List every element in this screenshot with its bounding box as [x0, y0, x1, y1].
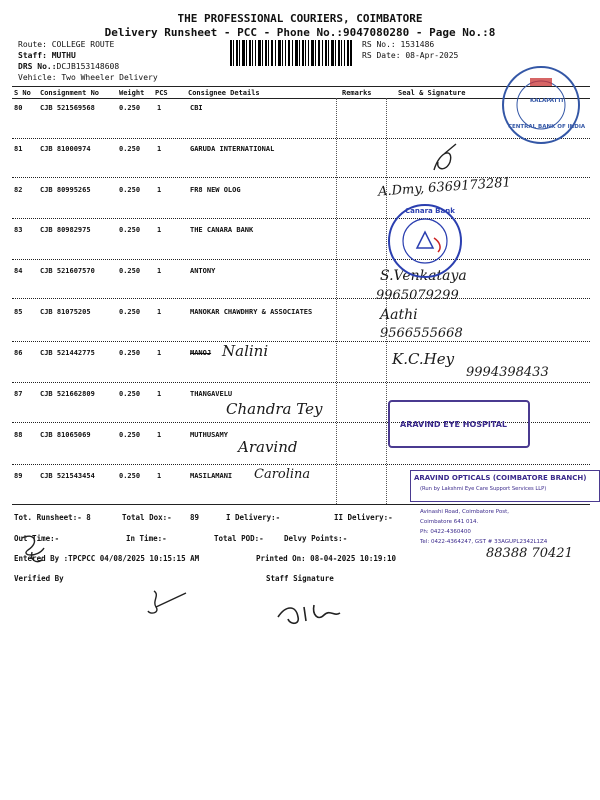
row-sno: 89 [14, 472, 23, 480]
delvy-points: Delvy Points:- [284, 534, 348, 543]
drs-value: DCJB153148608 [56, 62, 120, 71]
opticals-stamp-title: ARAVIND OPTICALS (COIMBATORE BRANCH) [414, 474, 587, 482]
row-sno: 84 [14, 267, 23, 275]
row-cno: CJB 521569568 [40, 104, 95, 112]
row-pcs: 1 [157, 472, 162, 480]
row-divider [12, 218, 590, 219]
row-cno: CJB 521442775 [40, 349, 95, 357]
row-sno: 82 [14, 186, 23, 194]
row-cno: CJB 521662809 [40, 390, 95, 398]
row-cno: CJB 521607570 [40, 267, 95, 275]
row-pcs: 1 [157, 308, 162, 316]
row-pcs: 1 [157, 349, 162, 357]
i-delivery: I Delivery:- [226, 513, 281, 522]
col-pcs: PCS [155, 89, 168, 97]
row-pcs: 1 [157, 390, 162, 398]
garuda-signature [424, 140, 464, 180]
row-consignee: CBI [190, 104, 203, 112]
row-weight: 0.250 [119, 472, 141, 480]
row-weight: 0.250 [119, 390, 141, 398]
row-weight: 0.250 [119, 349, 141, 357]
row-cno: CJB 81075205 [40, 308, 91, 316]
handwritten-signature-89: Carolina [254, 467, 311, 482]
handwritten-phone-85: 9566555668 [380, 326, 463, 341]
staff-signature [268, 595, 358, 629]
handwritten-phone-86: 9994398433 [466, 365, 549, 380]
row-sno: 88 [14, 431, 23, 439]
row-cno: CJB 80995265 [40, 186, 91, 194]
row-consignee: THE CANARA BANK [190, 226, 254, 234]
col-sno: S No [14, 89, 31, 97]
handwritten-signature-86: Nalini [222, 342, 269, 360]
row-consignee: MANOJ [190, 349, 212, 357]
row-divider [12, 341, 590, 342]
bank-seal-stamp [500, 64, 582, 146]
row-pcs: 1 [157, 267, 162, 275]
row-consignee: GARUDA INTERNATIONAL [190, 145, 275, 153]
row-weight: 0.250 [119, 186, 141, 194]
bank-seal-branch: KALAPATTI [530, 98, 564, 104]
total-dox-label: Total Dox:- [122, 513, 172, 522]
row-weight: 0.250 [119, 145, 141, 153]
row-sno: 83 [14, 226, 23, 234]
entered-by-scribble [14, 530, 54, 570]
row-weight: 0.250 [119, 267, 141, 275]
row-sno: 87 [14, 390, 23, 398]
table-bottom-rule [12, 504, 590, 505]
rs-date: RS Date: 08-Apr-2025 [362, 51, 459, 60]
row-consignee: MUTHUSAMY [190, 431, 228, 439]
total-dox-value: 89 [190, 513, 200, 522]
handwritten-signature-84: S.Venkataya [380, 268, 467, 284]
canara-stamp-label: Canara Bank [405, 207, 455, 215]
opticals-gst: Tel: 0422-4364247, GST # 33AGUPL2342L1Z4 [420, 539, 548, 545]
row-pcs: 1 [157, 186, 162, 194]
col-consignment: Consignment No [40, 89, 100, 97]
row-weight: 0.250 [119, 104, 141, 112]
staff-signature-label: Staff Signature [266, 574, 334, 583]
handwritten-signature-82: A.Dmy, 6369173281 [377, 175, 512, 200]
runsheet-subtitle: Delivery Runsheet - PCC - Phone No.:9047080280 - Page No.:8 [104, 26, 496, 39]
handwritten-phone-84: 9965079299 [376, 288, 459, 303]
row-consignee: MASILAMANI [190, 472, 233, 480]
col-seal: Seal & Signature [398, 89, 466, 97]
in-time: In Time:- [126, 534, 167, 543]
row-pcs: 1 [157, 226, 162, 234]
drs-label: DRS No.: [18, 62, 57, 71]
col-consignee: Consignee Details [188, 89, 260, 97]
opticals-address-2: Coimbatore 641 014. [420, 519, 479, 525]
row-sno: 86 [14, 349, 23, 357]
opticals-address-3: Ph: 0422-4360400 [420, 529, 471, 535]
row-pcs: 1 [157, 431, 162, 439]
handwritten-signature-85: Aathi [380, 307, 418, 323]
drs-number [18, 62, 119, 71]
printed-on: Printed On: 08-04-2025 10:19:10 [256, 554, 396, 563]
opticals-stamp-subtitle: (Run by Lakshmi Eye Care Support Services LLP) [420, 486, 547, 492]
row-cno: CJB 81000974 [40, 145, 91, 153]
barcode [230, 40, 352, 66]
row-divider [12, 259, 590, 260]
row-sno: 80 [14, 104, 23, 112]
out-time: Out Time:- [14, 534, 60, 543]
route-label: Route: COLLEGE ROUTE [18, 40, 115, 49]
ii-delivery: II Delivery:- [334, 513, 393, 522]
row-divider [12, 298, 590, 299]
row-cno: CJB 521543454 [40, 472, 95, 480]
company-title: THE PROFESSIONAL COURIERS, COIMBATORE [177, 12, 423, 25]
entered-by: Entered By :TPCPCC 04/08/2025 10:15:15 AM [14, 554, 200, 563]
row-weight: 0.250 [119, 308, 141, 316]
col-remarks: Remarks [342, 89, 372, 97]
handwritten-phone-bottom: 88388 70421 [486, 546, 573, 561]
opticals-address-1: Avinashi Road, Coimbatore Post, [420, 509, 510, 515]
verified-by: Verified By [14, 574, 64, 583]
verified-by-signature [140, 585, 200, 625]
remarks-divider [336, 98, 337, 504]
row-sno: 85 [14, 308, 23, 316]
row-sno: 81 [14, 145, 23, 153]
row-consignee: ANTONY [190, 267, 216, 275]
row-cno: CJB 81065069 [40, 431, 91, 439]
row-divider [12, 464, 590, 465]
row-weight: 0.250 [119, 226, 141, 234]
bank-seal-name: CENTRAL BANK OF INDIA [508, 124, 586, 130]
row-consignee: MANOKAR CHAWDHRY & ASSOCIATES [190, 308, 313, 316]
row-cno: CJB 80982975 [40, 226, 91, 234]
rs-number: RS No.: 1531486 [362, 40, 435, 49]
row-divider [12, 382, 590, 383]
row-pcs: 1 [157, 104, 162, 112]
handwritten-signature-87: Chandra Tey [226, 400, 323, 418]
row-weight: 0.250 [119, 431, 141, 439]
row-pcs: 1 [157, 145, 162, 153]
hospital-stamp-text: ARAVIND EYE HOSPITAL [400, 420, 508, 429]
row-consignee: THANGAVELU [190, 390, 233, 398]
vehicle-label: Vehicle: Two Wheeler Delivery [18, 73, 158, 82]
handwritten-signature-88: Aravind [238, 438, 298, 456]
total-runsheet: Tot. Runsheet:- 8 [14, 513, 91, 522]
handwritten-signature-86b: K.C.Hey [392, 350, 455, 368]
total-pod: Total POD:- [214, 534, 264, 543]
col-weight: Weight [119, 89, 145, 97]
staff-label: Staff: MUTHU [18, 51, 76, 60]
row-consignee: FR8 NEW OLOG [190, 186, 241, 194]
